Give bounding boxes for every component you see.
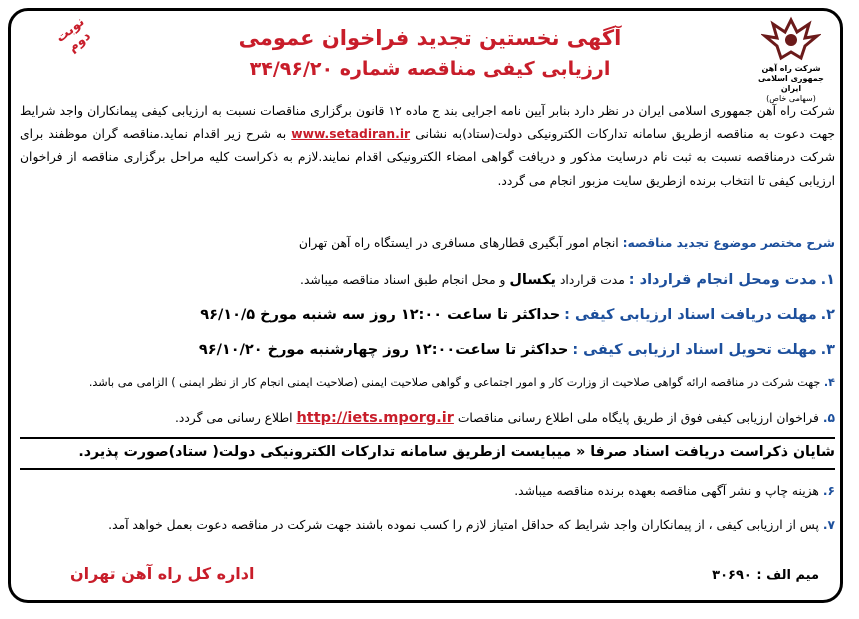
ad-code: میم الف : ۳۰۶۹۰ bbox=[712, 568, 819, 583]
item-deadline: حداکثر تا ساعت ۱۲:۰۰ روز سه شنبه مورخ ۹۶/۱۰/۵ bbox=[200, 307, 561, 323]
item-4 bbox=[20, 376, 835, 389]
item-number: ۳. bbox=[820, 342, 835, 358]
item-7 bbox=[20, 518, 835, 532]
org-sub: (سهامی خاص) bbox=[766, 94, 816, 103]
summary-label: شرح مختصر موضوع تجدید مناقصه: bbox=[622, 236, 835, 250]
intro-part2: به شرح زیر اقدام نماید.مناقصه گران موظفند برای شرکت درمناقصه نسبت به ثبت نام درسایت مذکور و دریافت گواهی امضاء الکترونیکی اقدام نمایند.لازم به ذکراست کلیه مراحل برگزاری مناقصه از فراخوان ارزیابی کیفی تا انتخاب برنده ازطریق سایت مزبور انجام می گردد. bbox=[20, 127, 835, 188]
item-5 bbox=[20, 410, 835, 426]
item-number: ۲. bbox=[820, 307, 835, 323]
item-label: مدت ومحل انجام قرارداد : bbox=[628, 272, 817, 288]
item-text: مدت قرارداد bbox=[559, 273, 625, 287]
item-bold: یکسال bbox=[509, 272, 557, 288]
item-text: جهت شرکت در مناقصه ارائه گواهی صلاحیت از وزارت کار و امور اجتماعی و گواهی صلاحیت ایمنی (صلاحیت ایمنی انجام کار از نظر ایمنی ) الزامی می باشد. bbox=[88, 376, 821, 389]
intro-paragraph bbox=[20, 100, 835, 193]
item-3 bbox=[20, 342, 835, 358]
item-number: ۴. bbox=[823, 376, 835, 389]
ad-border bbox=[8, 8, 843, 603]
item-1 bbox=[20, 272, 835, 288]
item-6 bbox=[20, 484, 835, 498]
iets-link[interactable]: http://iets.mporg.ir bbox=[296, 410, 454, 426]
issuer-name: اداره کل راه آهن تهران bbox=[70, 564, 255, 583]
summary-text: انجام امور آبگیری قطارهای مسافری در ایستگاه راه آهن تهران bbox=[298, 236, 619, 250]
item-text: هزینه چاپ و نشر آگهی مناقصه بعهده برنده مناقصه میباشد. bbox=[514, 484, 819, 498]
ad-subtitle: ارزیابی کیفی مناقصه شماره ۳۴/۹۶/۲۰ bbox=[249, 58, 611, 80]
item-deadline: حداکثر تا ساعت۱۲:۰۰ روز چهارشنبه مورخ ۹۶/۱۰/۲۰ bbox=[198, 342, 569, 358]
item-text: فراخوان ارزیابی کیفی فوق از طریق پایگاه ملی اطلاع رسانی مناقصات bbox=[457, 411, 819, 425]
setad-link[interactable]: www.setadiran.ir bbox=[291, 127, 411, 142]
item-text: پس از ارزیابی کیفی ، از پیمانکاران واجد شرایط که حداقل امتیاز لازم را کسب نموده باشند جهت شرکت در مناقصه دعوت بعمل خواهد آمد. bbox=[108, 518, 819, 532]
org-caption: شرکت راه آهن جمهوری اسلامی ایران bbox=[758, 64, 824, 93]
item-number: ۵. bbox=[822, 411, 835, 425]
item-number: ۱. bbox=[820, 272, 835, 288]
org-logo bbox=[751, 14, 831, 104]
divider-bottom bbox=[20, 468, 835, 470]
item-number: ۶. bbox=[822, 484, 835, 498]
ad-title: آگهی نخستین تجدید فراخوان عمومی bbox=[238, 26, 622, 50]
intro-part1: شرکت راه آهن جمهوری اسلامی ایران در نظر دارد بنابر آیین نامه اجرایی بند ج ماده ۱۲ قانون برگزاری مناقصات نسبت به ارزیابی کیفی پیمانکاران واجد شرایط جهت دعوت به مناقصه ازطریق سامانه تدارکات الکترونیکی دولت(ستاد)به نشانی bbox=[20, 104, 835, 142]
item-text-b: و محل انجام طبق اسناد مناقصه میباشد. bbox=[300, 273, 506, 287]
item-label: مهلت تحویل اسناد ارزیابی کیفی : bbox=[572, 342, 817, 358]
item-label: مهلت دریافت اسناد ارزیابی کیفی : bbox=[564, 307, 817, 323]
winged-emblem-icon bbox=[761, 14, 821, 64]
item-number: ۷. bbox=[822, 518, 835, 532]
item-2 bbox=[20, 307, 835, 323]
divider-top bbox=[20, 437, 835, 439]
item-text-b: اطلاع رسانی می گردد. bbox=[174, 411, 293, 425]
notice-text: شایان ذکراست دریافت اسناد صرفا « میبایست ازطریق سامانه تدارکات الکترونیکی دولت( ستاد)صورت پذیرد. bbox=[78, 444, 835, 460]
summary-row bbox=[20, 236, 835, 250]
publication-stamp: نوبت دوم bbox=[53, 14, 94, 56]
